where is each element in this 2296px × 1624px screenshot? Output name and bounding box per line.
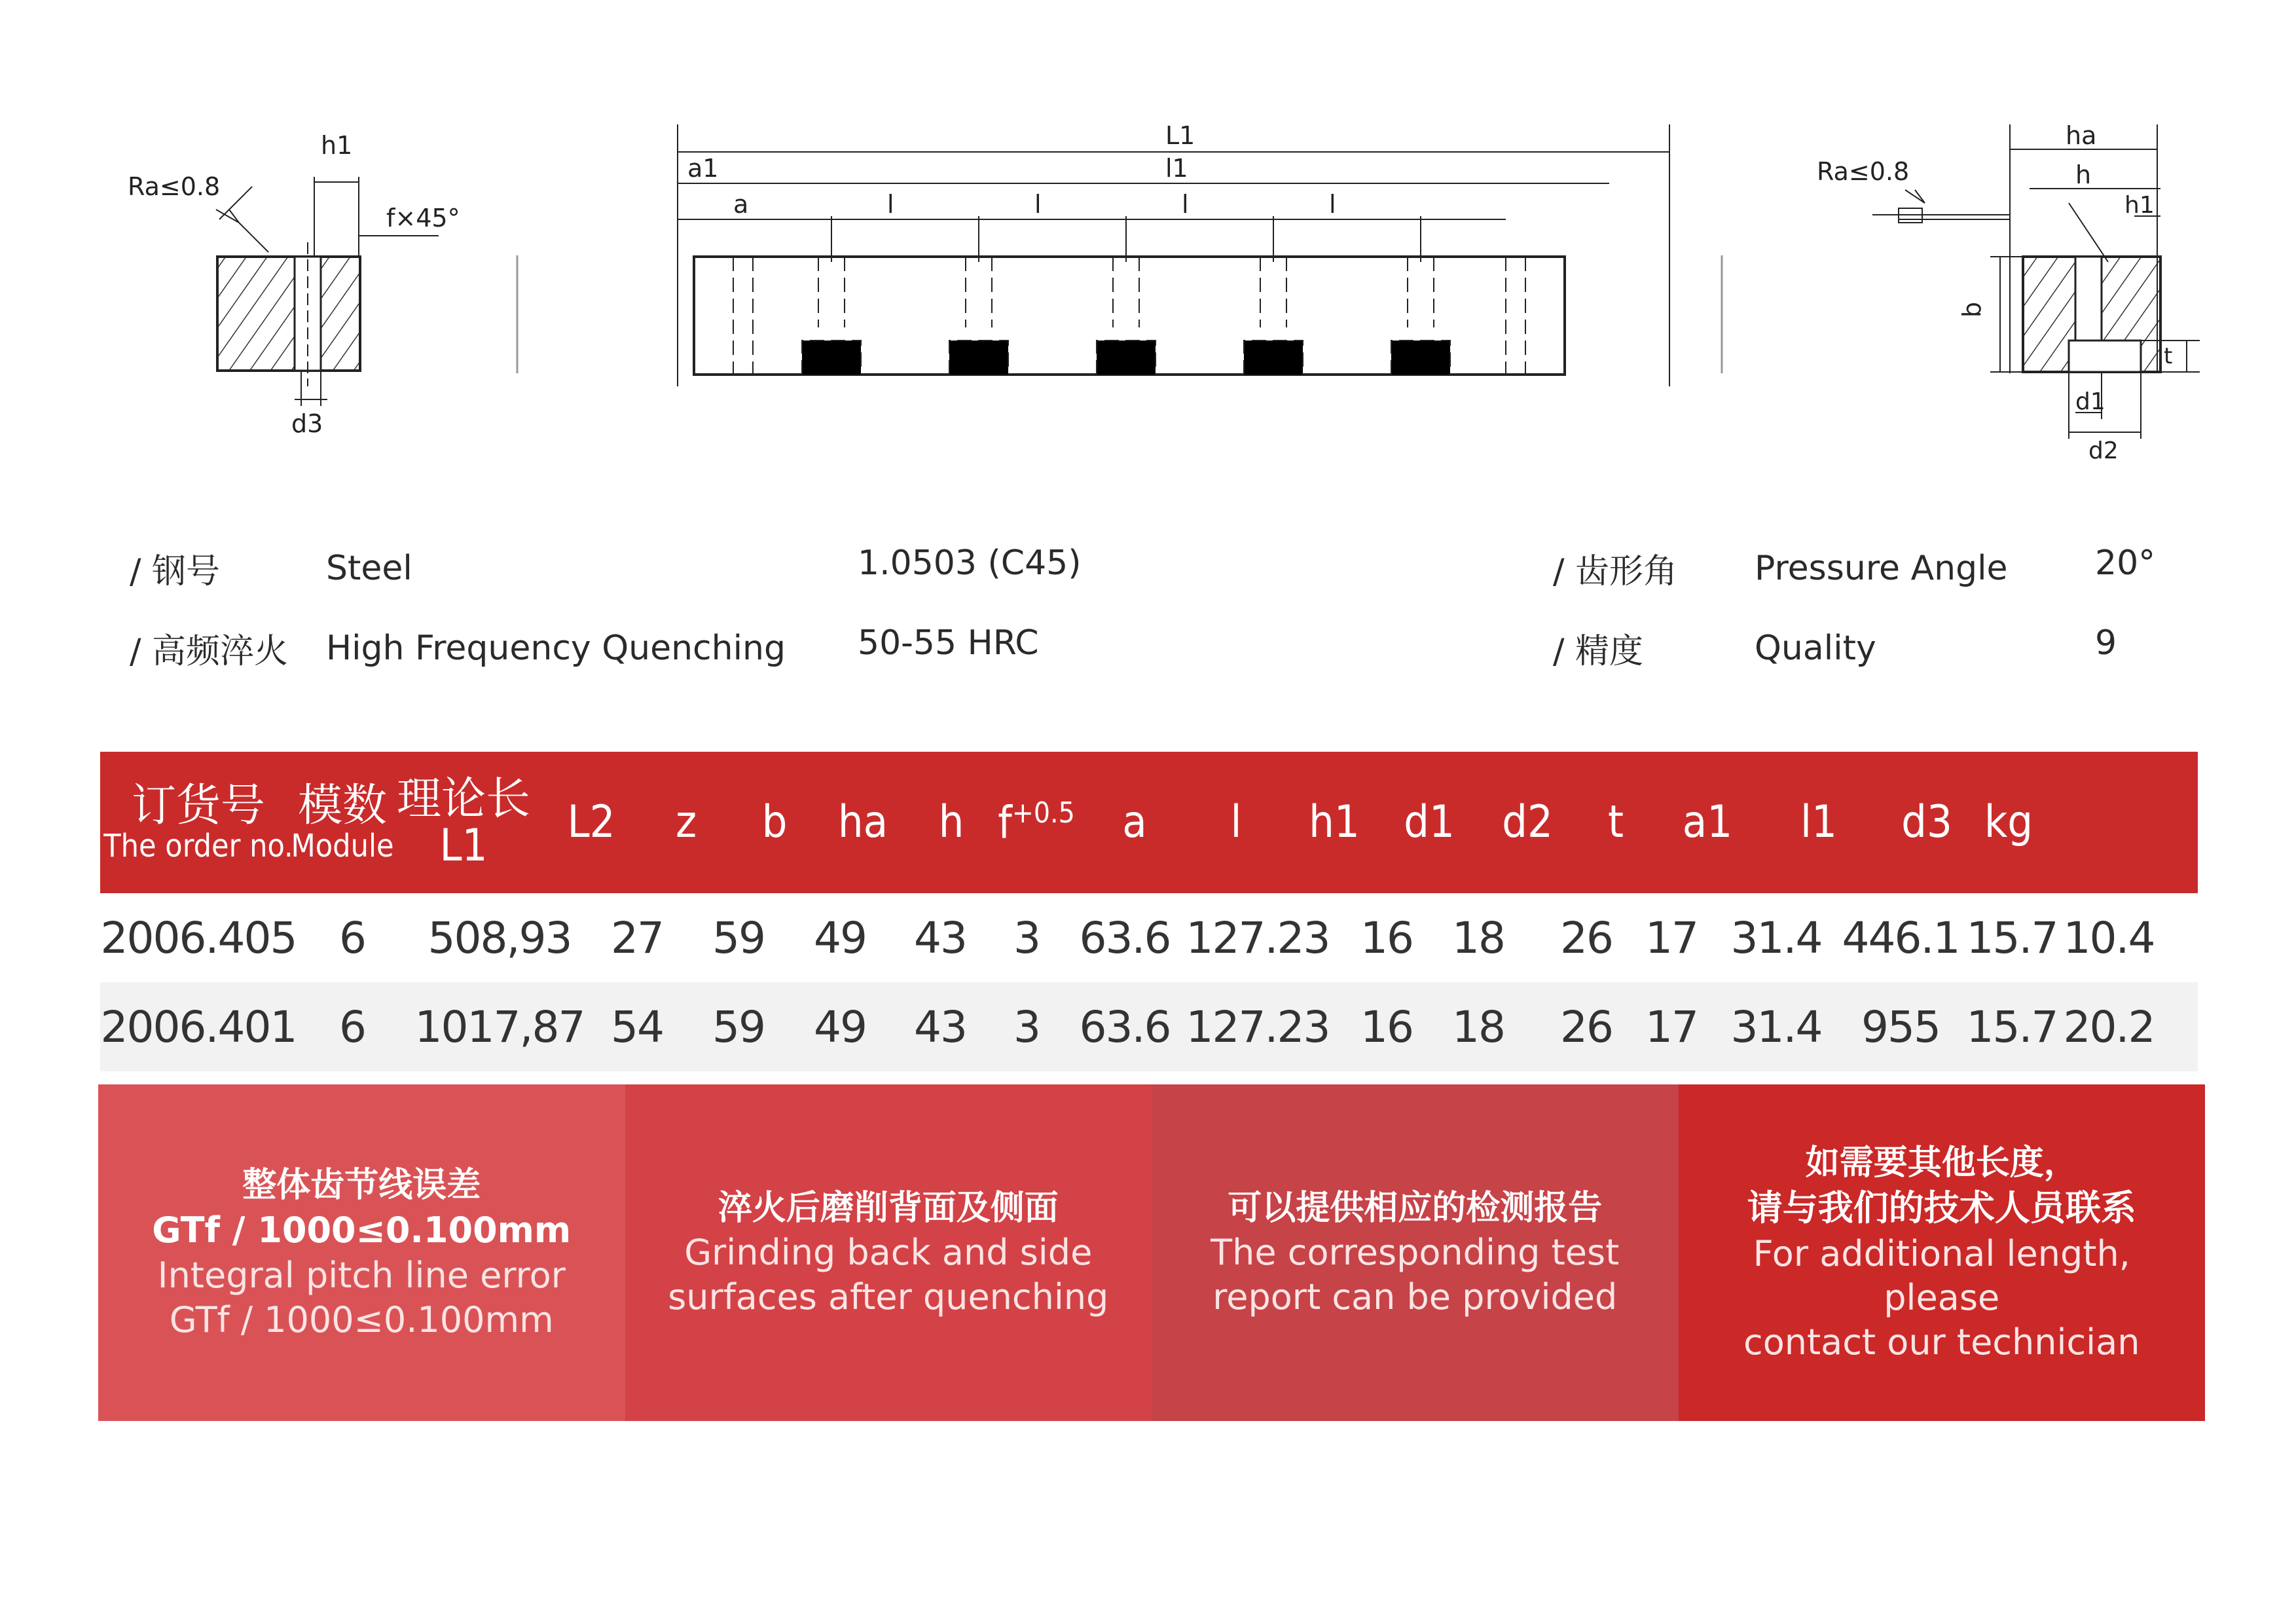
column-header-cn: 模数 (297, 780, 387, 832)
angle-value: 20° (2095, 544, 2156, 583)
column-header-label: d1 (1404, 796, 1455, 849)
table-row (100, 982, 2198, 1071)
column-header-label: $f^{+0.5}$ (998, 796, 1075, 849)
table-cell: 2006.401 (100, 1001, 297, 1052)
table-cell: 3 (1013, 912, 1040, 963)
rack-length-drawing (668, 111, 1689, 478)
quench-value: 50-55 HRC (858, 623, 1039, 663)
right-section-drawing (1702, 111, 2206, 478)
column-header-cn: 理论长 (396, 773, 530, 825)
table-cell: 17 (1645, 1001, 1698, 1052)
quality-cn: / 精度 (1553, 632, 1644, 671)
b-label: b (1958, 301, 1986, 318)
note-bold-line: 请与我们的技术人员联系 (1747, 1187, 2136, 1229)
angle-en: Pressure Angle (1755, 549, 2008, 588)
table-row (100, 893, 2198, 982)
note-title-cn: 可以提供相应的检测报告 (1228, 1188, 1603, 1228)
h1-label: h1 (321, 131, 353, 160)
column-header-label: l1 (1800, 796, 1837, 849)
a-dim-label: a (733, 190, 749, 219)
quality-en: Quality (1755, 629, 1876, 668)
h1-label-right: h1 (2124, 192, 2155, 219)
column-header-label: b (761, 796, 788, 849)
ra-label-right: Ra≤0.8 (1817, 157, 1910, 186)
technical-drawings (98, 111, 2206, 478)
table-cell: 31.4 (1730, 912, 1822, 963)
ha-label: ha (2066, 121, 2097, 150)
table-cell: 43 (914, 912, 966, 963)
note-text-en-2: surfaces after quenching (668, 1276, 1109, 1318)
table-cell: 10.4 (2063, 912, 2155, 963)
note-panel-4 (1679, 1084, 2206, 1421)
table-cell: 63.6 (1079, 912, 1171, 963)
h-label: h (2075, 160, 2092, 189)
product-table (100, 752, 2198, 1071)
column-header-label: l (1230, 796, 1242, 849)
note-panel-2 (625, 1084, 1152, 1421)
table-cell: 15.7 (1966, 912, 2058, 963)
table-cell: 43 (914, 1001, 966, 1052)
l-dim-label-1: l (887, 190, 894, 219)
table-cell: 54 (611, 1001, 663, 1052)
column-header-label: d3 (1901, 796, 1952, 849)
feature-notes (98, 1084, 2205, 1421)
steel-value: 1.0503 (C45) (858, 544, 1082, 583)
table-cell: 63.6 (1079, 1001, 1171, 1052)
column-header-label: kg (1984, 796, 2033, 849)
note-title-cn: 如需要其他长度， (1805, 1143, 2078, 1183)
note-title-cn: 淬火后磨削背面及侧面 (718, 1188, 1059, 1228)
left-section-drawing (98, 111, 556, 478)
column-header-cn: 订货号 (131, 780, 265, 832)
table-cell: 59 (712, 912, 765, 963)
note-text-en-1: Integral pitch line error (157, 1255, 566, 1297)
note-text-en-2: report can be provided (1212, 1276, 1618, 1318)
note-text-en-2: contact our technician (1743, 1321, 2140, 1363)
table-cell: 26 (1560, 1001, 1613, 1052)
note-title-cn: 整体齿节线误差 (242, 1165, 481, 1205)
column-header-label: a (1122, 796, 1147, 849)
quench-en: High Frequency Quenching (326, 629, 786, 668)
L1-dim-label: L1 (1165, 121, 1195, 150)
note-text-en-1: For additional length, please (1753, 1232, 2130, 1319)
column-header-label: h (938, 796, 964, 849)
table-cell: 127.23 (1186, 912, 1330, 963)
l-dim-label-4: l (1329, 190, 1336, 219)
table-header (100, 752, 2198, 893)
column-header-en: L1 (439, 820, 488, 872)
note-text-en-1: Grinding back and side (684, 1232, 1093, 1274)
l-dim-label-2: l (1034, 190, 1042, 219)
d1-label: d1 (2075, 388, 2105, 415)
column-header-18 (1897, 752, 2120, 893)
table-cell: 446.1 (1842, 912, 1959, 963)
table-cell: 20.2 (2063, 1001, 2155, 1052)
table-cell: 18 (1452, 912, 1504, 963)
table-cell: 17 (1645, 912, 1698, 963)
column-header-en: The order no. (103, 827, 293, 864)
t-label: t (2164, 343, 2173, 369)
column-header-label: L2 (567, 796, 615, 849)
table-cell: 508,93 (428, 912, 572, 963)
table-cell: 31.4 (1730, 1001, 1822, 1052)
steel-en: Steel (326, 549, 412, 588)
column-header-label: ha (837, 796, 888, 849)
table-cell: 6 (339, 912, 365, 963)
quality-value: 9 (2095, 623, 2117, 663)
table-cell: 49 (814, 912, 866, 963)
table-cell: 955 (1861, 1001, 1940, 1052)
d3-label: d3 (291, 409, 323, 438)
ra-label: Ra≤0.8 (128, 172, 221, 201)
steel-cn: / 钢号 (130, 552, 221, 591)
table-cell: 2006.405 (100, 912, 297, 963)
material-specs (98, 498, 2206, 720)
quench-cn: / 高频淬火 (130, 632, 289, 671)
table-cell: 26 (1560, 912, 1613, 963)
table-cell: 3 (1013, 1001, 1040, 1052)
table-cell: 49 (814, 1001, 866, 1052)
table-cell: 59 (712, 1001, 765, 1052)
table-cell: 127.23 (1186, 1001, 1330, 1052)
table-cell: 18 (1452, 1001, 1504, 1052)
chamfer-label: f×45° (386, 204, 460, 232)
d2-label: d2 (2088, 437, 2119, 464)
a1-dim-label: a1 (687, 154, 719, 183)
column-header-en: Module (291, 827, 394, 864)
l-dim-label-3: l (1182, 190, 1189, 219)
angle-cn: / 齿形角 (1553, 552, 1678, 591)
note-panel-1 (98, 1084, 625, 1421)
table-cell: 15.7 (1966, 1001, 2058, 1052)
note-text-en-2: GTf / 1000≤0.100mm (169, 1299, 554, 1340)
column-header-label: t (1608, 796, 1624, 849)
l1-dim-label: l1 (1165, 154, 1188, 183)
table-cell: 6 (339, 1001, 365, 1052)
column-header-label: h1 (1309, 796, 1360, 849)
column-header-label: z (675, 796, 697, 849)
note-panel-3 (1152, 1084, 1679, 1421)
table-cell: 1017,87 (414, 1001, 585, 1052)
table-cell: 16 (1360, 1001, 1413, 1052)
note-text-en-1: The corresponding test (1211, 1232, 1620, 1274)
note-bold-line: GTf / 1000≤0.100mm (152, 1209, 572, 1251)
column-header-label: d2 (1502, 796, 1553, 849)
table-cell: 27 (611, 912, 663, 963)
table-cell: 16 (1360, 912, 1413, 963)
column-header-label: a1 (1682, 796, 1733, 849)
